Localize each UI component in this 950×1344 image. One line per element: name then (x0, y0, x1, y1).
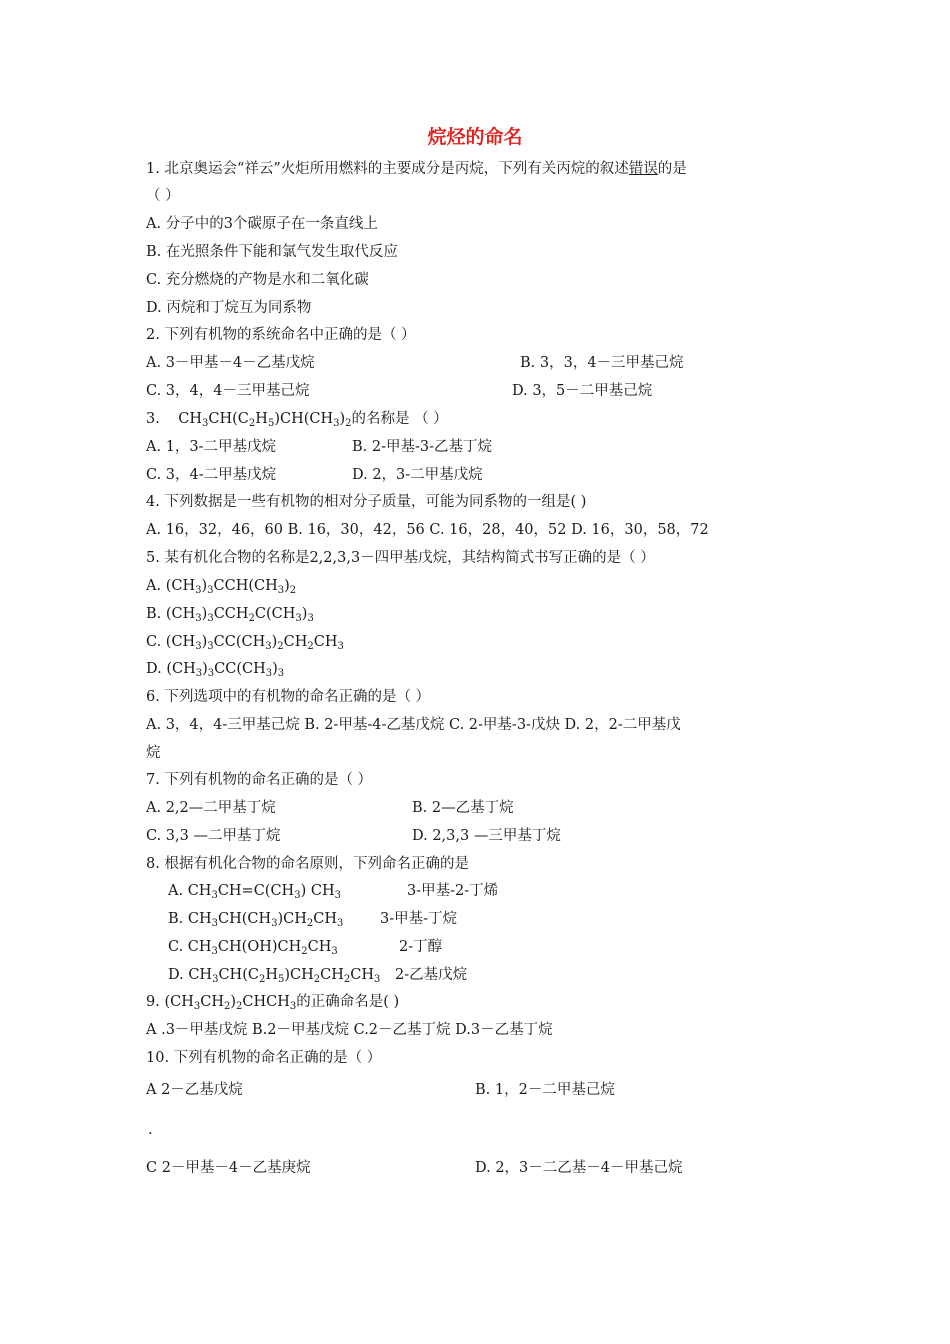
question-7-option-d: D. 2,3,3 —三甲基丁烷 (412, 828, 561, 844)
question-1-option-b: B. 在光照条件下能和氯气发生取代反应 (146, 244, 398, 260)
question-7-stem: 7. 下列有机物的命名正确的是（ ） (146, 772, 373, 788)
stem-text: 的是 (657, 161, 687, 177)
question-10-option-d: D. 2，3－二乙基－4－甲基己烷 (475, 1160, 683, 1176)
question-8-option-c-name: 2-丁醇 (399, 939, 443, 955)
question-8-option-b-formula: B. $CH_3CH(CH_3)CH_2CH_3$ (168, 911, 344, 929)
question-7-option-a: A. 2,2—二甲基丁烷 (146, 800, 276, 816)
question-3-stem: 3. $CH_3CH(C_2H_5)CH(CH_3)_2$的名称是 （ ） (146, 411, 448, 429)
page-title: 烷烃的命名 (427, 126, 523, 148)
question-10-option-b: B. 1，2－二甲基己烷 (475, 1082, 615, 1098)
question-1-option-d: D. 丙烷和丁烷互为同系物 (146, 300, 312, 316)
question-8-option-a-name: 3-甲基-2-丁烯 (407, 883, 499, 899)
question-5-option-d: D. $(CH_3)_3CC(CH_3)_3$ (146, 661, 285, 679)
question-6-stem: 6. 下列选项中的有机物的命名正确的是（ ） (146, 689, 431, 705)
question-3-option-a: A. 1，3-二甲基戊烷 (146, 439, 277, 455)
question-1-blank: （ ） (146, 188, 180, 204)
question-1-option-c: C. 充分燃烧的产物是水和二氧化碳 (146, 272, 369, 288)
question-7-option-b: B. 2—乙基丁烷 (412, 800, 514, 816)
question-8-option-b-name: 3-甲基-丁烷 (380, 911, 458, 927)
question-6-options-wrap: 烷 (146, 745, 161, 761)
question-5-option-c: C. $(CH_3)_3CC(CH_3)_2CH_2CH_3$ (146, 634, 344, 652)
question-5-option-b: B. $(CH_3)_3CCH_2C(CH_3)_3$ (146, 606, 314, 624)
question-2-option-c: C. 3，4，4－三甲基己烷 (146, 383, 310, 399)
question-8-option-a-formula: A. $CH_3CH=C(CH_3)$ $CH_3$ (168, 883, 341, 901)
question-2-option-a: A. 3－甲基－4－乙基戊烷 (146, 355, 315, 371)
question-5-option-a: A. $(CH_3)_3CCH(CH_3)_2$ (146, 578, 297, 596)
question-2-stem: 2. 下列有机物的系统命名中正确的是（ ） (146, 327, 416, 343)
question-2-option-d: D. 3，5－二甲基己烷 (512, 383, 653, 399)
stem-text: 1. 北京奥运会“祥云”火炬所用燃料的主要成分是丙烷，下列有关丙烷的叙述 (146, 161, 629, 177)
question-7-option-c: C. 3,3 —二甲基丁烷 (146, 828, 281, 844)
question-3-option-b: B. 2-甲基-3-乙基丁烷 (352, 439, 493, 455)
question-9-stem: 9. $(CH_3CH_2)_2CHCH_3$的正确命名是( ) (146, 994, 400, 1012)
question-8-option-d-formula: D. $CH_3CH(C_2H_5)CH_2CH_2CH_3$ (168, 967, 381, 985)
question-10-option-c: C 2－甲基－4－乙基庚烷 (146, 1160, 311, 1176)
question-10-option-a: A 2－乙基戊烷 (146, 1082, 243, 1098)
question-6-options: A. 3，4，4-三甲基己烷 B. 2-甲基-4-乙基戊烷 C. 2-甲基-3-戊炔 D. 2，2-二甲基戊 (146, 717, 681, 733)
question-3-option-c: C. 3，4-二甲基戊烷 (146, 467, 277, 483)
question-5-stem: 5. 某有机化合物的名称是2,2,3,3－四甲基戊烷，其结构简式书写正确的是（ ） (146, 550, 655, 566)
question-10-stem: 10. 下列有机物的命名正确的是（ ） (146, 1050, 382, 1066)
question-1-stem (146, 159, 687, 179)
stray-dot: . (148, 1122, 153, 1138)
question-3-option-d: D. 2，3-二甲基戊烷 (352, 467, 483, 483)
question-9-options: A .3－甲基戊烷 B.2－甲基戊烷 C.2－乙基丁烷 D.3－乙基丁烷 (146, 1022, 553, 1038)
question-8-option-d-name: 2-乙基戊烷 (395, 967, 468, 983)
question-1-option-a: A. 分子中的3个碳原子在一条直线上 (146, 216, 378, 232)
question-4-stem: 4. 下列数据是一些有机物的相对分子质量，可能为同系物的一组是( ) (146, 494, 587, 510)
question-8-option-c-formula: C. $CH_3CH(OH)CH_2CH_3$ (168, 939, 338, 957)
emphasis-text: 错误 (628, 161, 658, 177)
question-2-option-b: B. 3，3，4－三甲基己烷 (520, 355, 684, 371)
question-8-stem: 8. 根据有机化合物的命名原则，下列命名正确的是 (146, 856, 469, 872)
question-4-options: A. 16，32，46，60 B. 16，30，42，56 C. 16，28，40，52 D. 16，30，58，72 (146, 522, 709, 538)
